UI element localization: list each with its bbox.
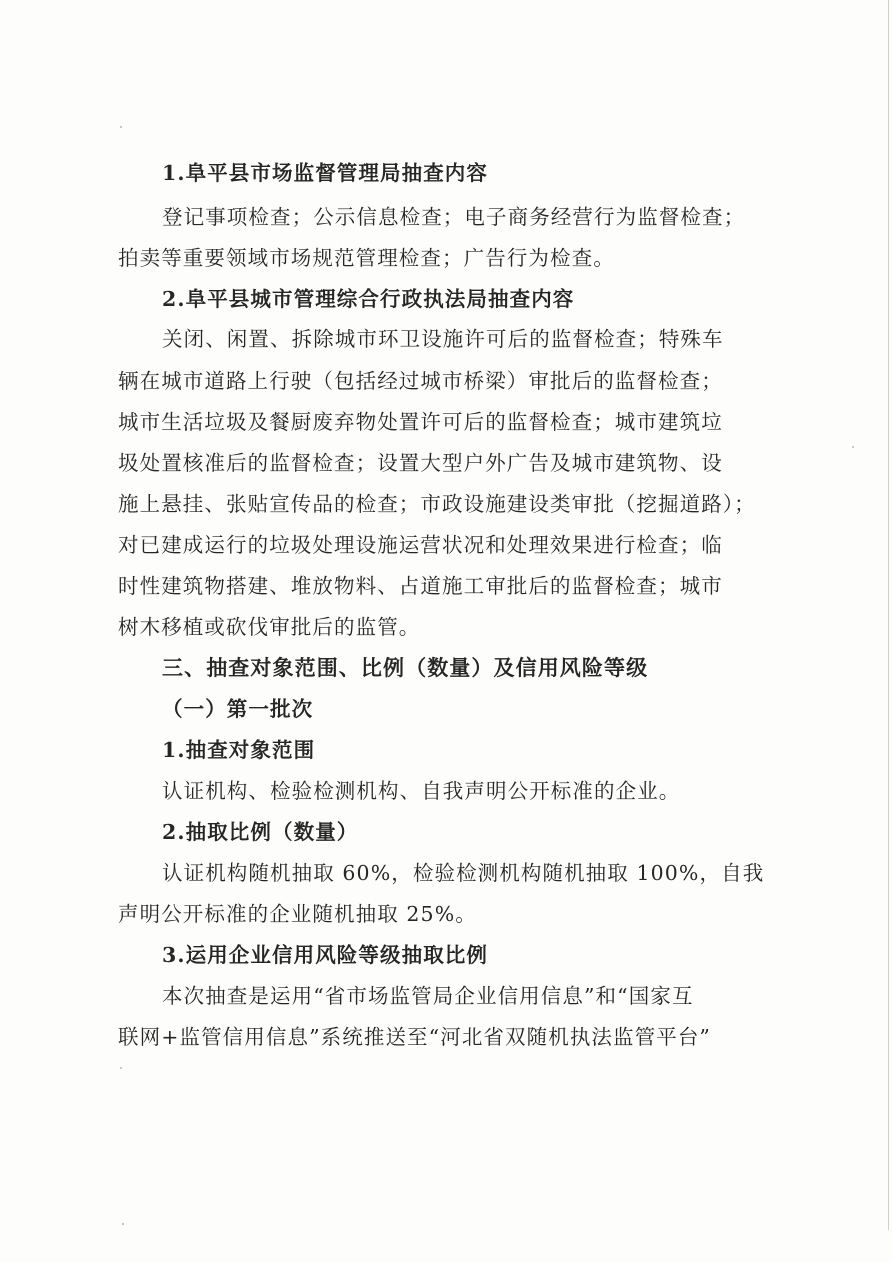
paragraph-line: 关闭、闲置、拆除城市环卫设施许可后的监督检查；特殊车 (162, 327, 724, 351)
subheading-market-supervision: 1.阜平县市场监督管理局抽查内容 (162, 161, 488, 185)
paragraph-line: 拍卖等重要领域市场规范管理检查；广告行为检查。 (118, 246, 615, 270)
subheading-ratio: 2.抽取比例（数量） (162, 820, 359, 844)
paragraph-line: 认证机构、检验检测机构、自我声明公开标准的企业。 (162, 779, 681, 803)
paragraph-line: 树木移植或砍伐审批后的监管。 (118, 615, 421, 639)
paragraph-line: 时性建筑物搭建、堆放物料、占道施工审批后的监督检查；城市 (118, 574, 723, 598)
scan-speck (120, 126, 122, 128)
scan-speck (122, 1223, 124, 1225)
subheading-credit-risk: 3.运用企业信用风险等级抽取比例 (162, 943, 488, 967)
paragraph-line: 本次抽查是运用“省市场监管局企业信用信息”和“国家互 (162, 984, 694, 1008)
scan-speck (120, 1067, 122, 1069)
paragraph-line: 圾处置核准后的监督检查；设置大型户外广告及城市建筑物、设 (118, 451, 723, 475)
scan-speck (852, 446, 854, 448)
subheading-urban-management: 2.阜平县城市管理综合行政执法局抽查内容 (162, 287, 575, 311)
paragraph-line: 辆在城市道路上行驶（包括经过城市桥梁）审批后的监督检查； (118, 369, 723, 393)
subheading-scope: 1.抽查对象范围 (162, 738, 316, 762)
section-heading: 三、抽查对象范围、比例（数量）及信用风险等级 (162, 655, 649, 680)
paragraph-line: 城市生活垃圾及餐厨废弃物处置许可后的监督检查；城市建筑垃 (118, 410, 723, 434)
paragraph-line: 声明公开标准的企业随机抽取 25%。 (118, 902, 477, 926)
paragraph-line: 施上悬挂、张贴宣传品的检查；市政设施建设类审批（挖掘道路）； (118, 492, 756, 516)
paragraph-line: 登记事项检查；公示信息检查；电子商务经营行为监督检查； (162, 205, 746, 229)
paragraph-line: 认证机构随机抽取 60%，检验检测机构随机抽取 100%，自我 (162, 861, 765, 885)
paragraph-line: 对已建成运行的垃圾处理设施运营状况和处理效果进行检查；临 (118, 533, 723, 557)
paragraph-line: 联网+监管信用信息”系统推送至“河北省双随机执法监管平台” (118, 1025, 712, 1049)
batch-heading: （一）第一批次 (162, 697, 314, 721)
scan-edge-line (888, 0, 889, 1230)
